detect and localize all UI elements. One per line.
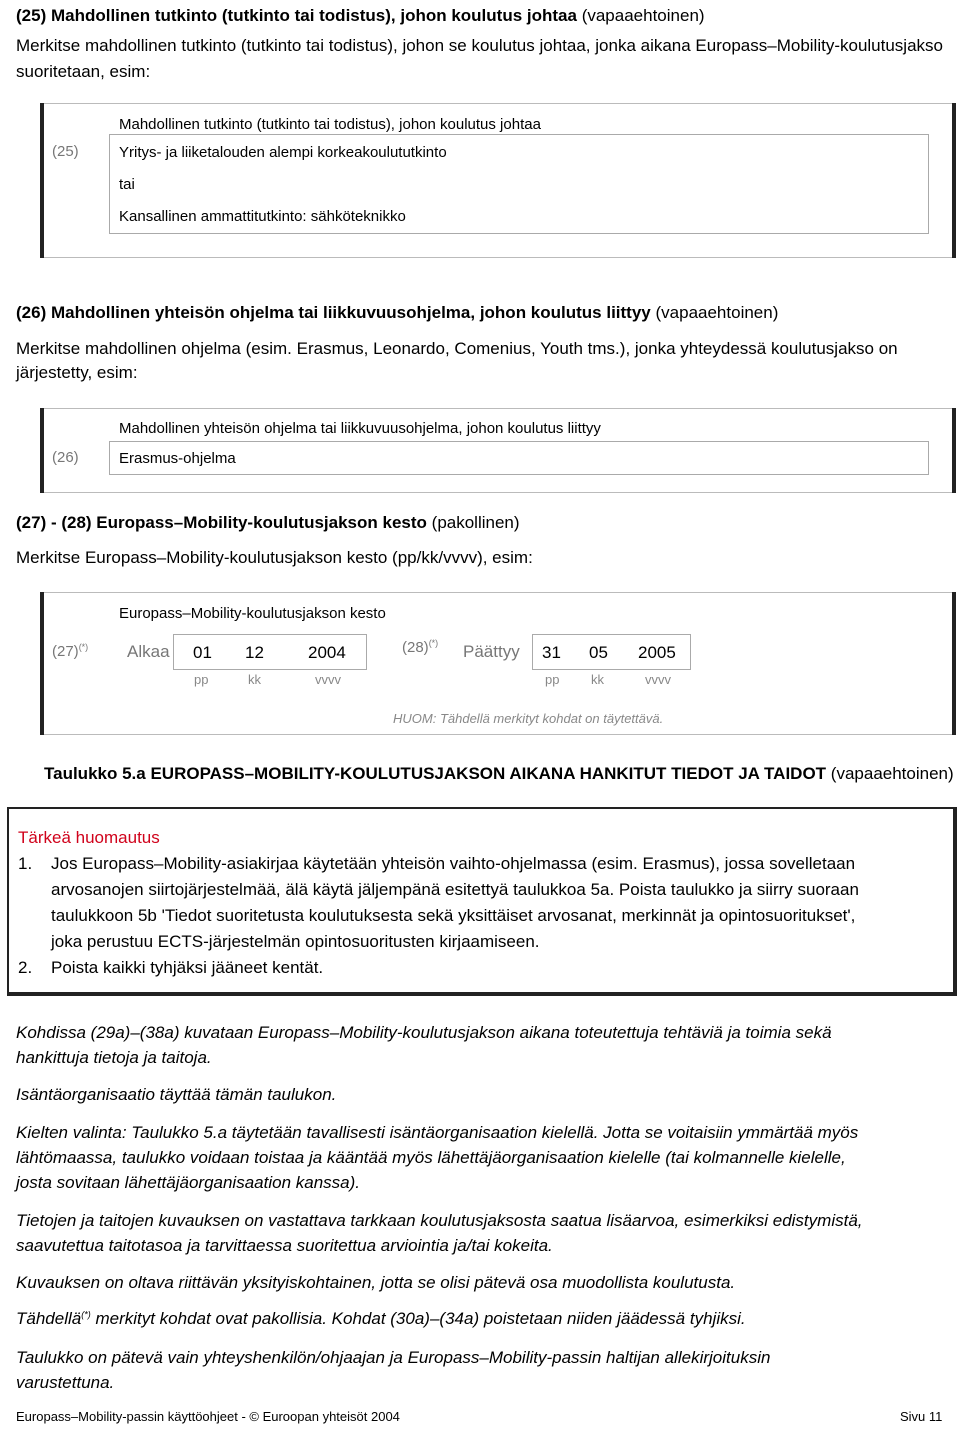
table5a-title: Taulukko 5.a EUROPASS–MOBILITY-KOULUTUSJAKSON AIKANA HANKITUT TIEDOT JA TAIDOT (vapaaehtoinen) bbox=[44, 764, 954, 783]
sec25-desc-1: Merkitse mahdollinen tutkinto (tutkinto tai todistus), johon se koulutus johtaa, jonka aikana Europass–Mobility-koulutusjakso bbox=[16, 36, 943, 55]
sec25-left-bar bbox=[40, 103, 44, 258]
sec26-desc-1: Merkitse mahdollinen ohjelma (esim. Erasmus, Leonardo, Comenius, Youth tms.), jonka yhteydessä koulutusjakso on bbox=[16, 339, 898, 358]
note-p1-line1: Kohdissa (29a)–(38a) kuvataan Europass–Mobility-koulutusjakson aikana toteutettuja tehtäviä ja toimia sekä bbox=[16, 1023, 832, 1042]
start-month: 12 bbox=[245, 643, 264, 662]
sec26-desc-2: järjestetty, esim: bbox=[16, 363, 138, 382]
end-unit-vvvv: vvvv bbox=[645, 672, 671, 687]
sec26-number: (26) bbox=[52, 449, 79, 466]
important-n2: 2. bbox=[18, 958, 33, 977]
sec25-value-1: Yritys- ja liiketalouden alempi korkeakoulututkinto bbox=[119, 144, 447, 161]
important-n1: 1. bbox=[18, 854, 33, 873]
sec28-number: (28)(*) bbox=[402, 638, 439, 656]
sec27-field-label: Europass–Mobility-koulutusjakson kesto bbox=[119, 605, 386, 622]
end-year: 2005 bbox=[638, 643, 676, 662]
sec25-value-or: tai bbox=[119, 176, 135, 193]
important-box bbox=[7, 807, 957, 996]
sec25-heading: (25) Mahdollinen tutkinto (tutkinto tai todistus), johon koulutus johtaa (vapaaehtoinen) bbox=[16, 6, 705, 25]
note-p3-line1: Kielten valinta: Taulukko 5.a täytetään tavallisesti isäntäorganisaation kielellä. Jotta se voitaisiin ymmärtää myös bbox=[16, 1123, 859, 1142]
sec26-left-bar bbox=[40, 408, 44, 493]
important-item1-line4: joka perustuu ECTS-järjestelmän opintosuoritusten kirjaamiseen. bbox=[51, 932, 540, 951]
footer-page-number: Sivu 11 bbox=[900, 1409, 943, 1424]
start-label: Alkaa bbox=[127, 642, 170, 661]
note-p6: Tähdellä(*) merkityt kohdat ovat pakollisia. Kohdat (30a)–(34a) poistetaan niiden jäädessä tyhjiksi. bbox=[16, 1309, 746, 1328]
note-p2: Isäntäorganisaatio täyttää tämän taulukon. bbox=[16, 1085, 337, 1104]
note-p5: Kuvauksen on oltava riittävän yksityiskohtainen, jotta se olisi pätevä osa muodollista koulutusta. bbox=[16, 1273, 736, 1292]
end-label: Päättyy bbox=[463, 642, 520, 661]
end-unit-pp: pp bbox=[545, 672, 560, 687]
start-unit-kk: kk bbox=[248, 672, 261, 687]
end-unit-kk: kk bbox=[591, 672, 604, 687]
sec27-desc: Merkitse Europass–Mobility-koulutusjakson kesto (pp/kk/vvvv), esim: bbox=[16, 548, 533, 567]
sec26-value: Erasmus-ohjelma bbox=[119, 450, 236, 467]
sec27-number: (27)(*) bbox=[52, 642, 89, 660]
footer-left: Europass–Mobility-passin käyttöohjeet - © Euroopan yhteisöt 2004 bbox=[16, 1409, 400, 1424]
sec27-left-bar bbox=[40, 592, 44, 735]
sec27-right-bar bbox=[952, 592, 956, 735]
important-title: Tärkeä huomautus bbox=[18, 828, 160, 847]
note-p4-line1: Tietojen ja taitojen kuvauksen on vastattava tarkkaan koulutusjaksosta saatua lisäarvoa, esimerkiksi edistymistä, bbox=[16, 1211, 863, 1230]
note-p7-line1: Taulukko on pätevä vain yhteyshenkilön/ohjaajan ja Europass–Mobility-passin haltijan allekirjoituksin bbox=[16, 1348, 771, 1367]
note-p1-line2: hankittuja tietoja ja taitoja. bbox=[16, 1048, 212, 1067]
sec25-input[interactable] bbox=[109, 134, 929, 234]
sec25-value-2: Kansallinen ammattitutkinto: sähköteknikko bbox=[119, 208, 406, 225]
end-month: 05 bbox=[589, 643, 608, 662]
end-date-input[interactable] bbox=[532, 634, 691, 670]
start-date-input[interactable] bbox=[173, 634, 367, 670]
end-day: 31 bbox=[542, 643, 561, 662]
note-p4-line2: saavutettua taitotasoa ja tarvittaessa suoritettua arviointia ja/tai kokeita. bbox=[16, 1236, 553, 1255]
sec25-right-bar bbox=[952, 103, 956, 258]
sec25-number: (25) bbox=[52, 143, 79, 160]
mandatory-note: HUOM: Tähdellä merkityt kohdat on täytettävä. bbox=[393, 711, 664, 726]
sec26-right-bar bbox=[952, 408, 956, 493]
sec25-field-label: Mahdollinen tutkinto (tutkinto tai todistus), johon koulutus johtaa bbox=[119, 116, 541, 133]
sec26-heading: (26) Mahdollinen yhteisön ohjelma tai liikkuvuusohjelma, johon koulutus liittyy (vapaaehtoinen) bbox=[16, 303, 779, 322]
important-item1-line2: arvosanojen siirtojärjestelmää, älä käytä jäljempänä esitettyä taulukkoa 5a. Poista taulukko ja siirry suoraan bbox=[51, 880, 859, 899]
start-unit-vvvv: vvvv bbox=[315, 672, 341, 687]
important-item1-line1: Jos Europass–Mobility-asiakirjaa käytetään yhteisön vaihto-ohjelmassa (esim. Erasmus), jossa sovelletaan bbox=[51, 854, 856, 873]
sec27-heading: (27) - (28) Europass–Mobility-koulutusjakson kesto (pakollinen) bbox=[16, 513, 520, 532]
important-item2: Poista kaikki tyhjäksi jääneet kentät. bbox=[51, 958, 324, 977]
note-p3-line2: lähtömaassa, taulukko voidaan toistaa ja kääntää myös lähettäjäorganisaation kielelle (tai kolmannelle kielelle, bbox=[16, 1148, 846, 1167]
start-year: 2004 bbox=[308, 643, 346, 662]
note-p7-line2: varustettuna. bbox=[16, 1373, 115, 1392]
important-item1-line3: taulukkoon 5b 'Tiedot suoritetusta koulutuksesta sekä yksittäiset arvosanat, merkinnät ja opintosuoritukset', bbox=[51, 906, 856, 925]
note-p3-line3: josta sovitaan lähettäjäorganisaation kanssa). bbox=[16, 1173, 360, 1192]
sec26-input[interactable] bbox=[109, 441, 929, 475]
start-day: 01 bbox=[193, 643, 212, 662]
start-unit-pp: pp bbox=[194, 672, 209, 687]
sec26-field-label: Mahdollinen yhteisön ohjelma tai liikkuvuusohjelma, johon koulutus liittyy bbox=[119, 420, 601, 437]
sec25-desc-2: suoritetaan, esim: bbox=[16, 62, 151, 81]
